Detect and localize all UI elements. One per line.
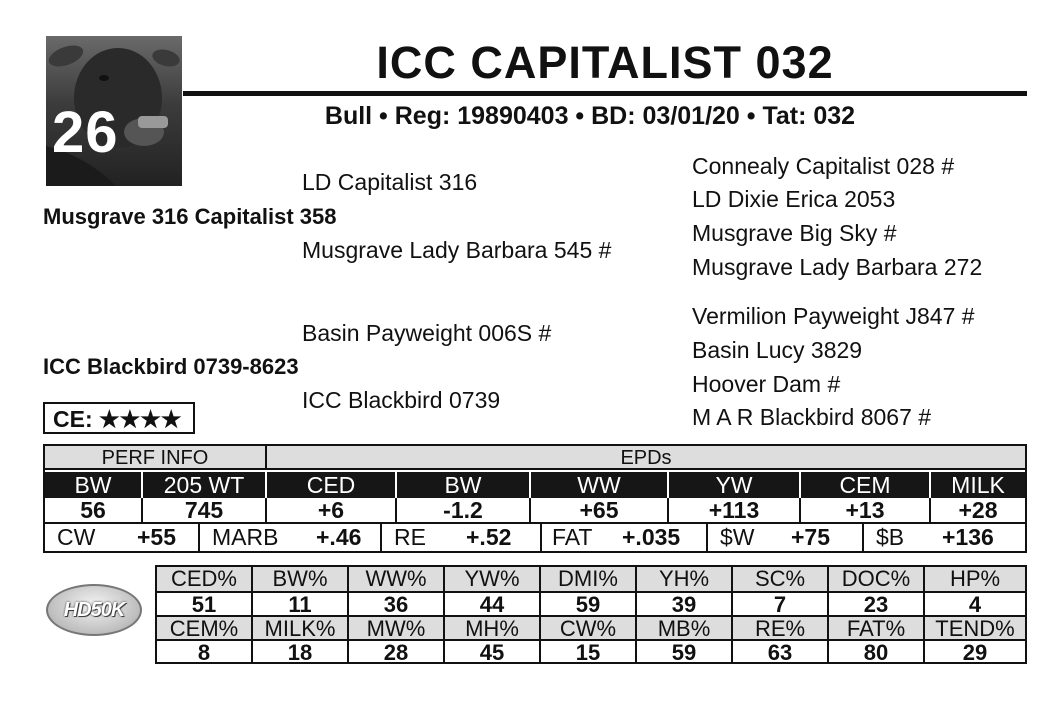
sire-dam-sire: Musgrave Big Sky #: [692, 220, 897, 246]
sire-sire-sire: Connealy Capitalist 028 #: [692, 153, 955, 179]
dam-sire-sire: Vermilion Payweight J847 #: [692, 303, 975, 329]
epd-table: [43, 444, 1027, 553]
perf-info-header: PERF INFO: [45, 446, 267, 468]
carcass-value: +.52: [466, 524, 512, 550]
epd-column-row: [45, 472, 1025, 498]
genomic-header-cell: DMI%: [541, 567, 637, 591]
dam-dam: ICC Blackbird 0739: [302, 387, 501, 413]
genomic-value-cell: 15: [541, 641, 637, 662]
genomic-value-cell: 11: [253, 593, 349, 615]
hd50k-logo: HD50K: [46, 584, 142, 636]
sire-sire: LD Capitalist 316: [302, 169, 478, 195]
lot-number: 26: [52, 100, 119, 165]
dam-sire: Basin Payweight 006S #: [302, 320, 552, 346]
genomic-value-cell: 80: [829, 641, 925, 662]
genomic-header-cell: MB%: [637, 617, 733, 639]
genomic-header-cell: WW%: [349, 567, 445, 591]
genomic-value-cell: 8: [157, 641, 253, 662]
epd-col-label: CEM: [801, 472, 931, 498]
genomic-header-cell: TEND%: [925, 617, 1025, 639]
epd-value: +65: [531, 498, 669, 522]
carcass-row: [45, 524, 1025, 551]
genomic-value-row-1: [157, 591, 1025, 617]
sire: Musgrave 316 Capitalist 358: [43, 204, 337, 229]
genomic-header-cell: CW%: [541, 617, 637, 639]
genomic-header-cell: DOC%: [829, 567, 925, 591]
registration-line: Bull • Reg: 19890403 • BD: 03/01/20 • Tat: 032: [324, 102, 856, 130]
epd-col-label: BW: [45, 472, 143, 498]
epd-col-label: YW: [669, 472, 801, 498]
epd-value: +28: [958, 498, 998, 522]
genomic-value-row-2: [157, 639, 1025, 662]
carcass-label: $W: [720, 524, 755, 550]
carcass-label: $B: [876, 524, 905, 550]
epd-col-label: WW: [531, 472, 669, 498]
sire-sire-dam: LD Dixie Erica 2053: [692, 186, 896, 212]
sire-dam: Musgrave Lady Barbara 545 #: [302, 237, 612, 263]
dam: ICC Blackbird 0739-8623: [43, 354, 299, 379]
epds-header: EPDs: [267, 446, 1025, 468]
genomic-header-cell: RE%: [733, 617, 829, 639]
dam-sire-dam: Basin Lucy 3829: [692, 337, 863, 363]
carcass-cell-re: [382, 524, 542, 551]
genomic-header-row-1: [157, 567, 1025, 591]
carcass-label: MARB: [212, 524, 279, 550]
genomic-value-cell: 28: [349, 641, 445, 662]
genomic-header-cell: YH%: [637, 567, 733, 591]
epd-value: 56: [45, 498, 143, 522]
carcass-label: FAT: [552, 524, 593, 550]
carcass-cell-b: [864, 524, 1025, 551]
epd-value: -1.2: [397, 498, 531, 522]
genomic-value-cell: 63: [733, 641, 829, 662]
genomic-header-cell: YW%: [445, 567, 541, 591]
carcass-cell-cw: [45, 524, 200, 551]
title-divider: [183, 91, 1027, 96]
epd-col-label: CED: [267, 472, 397, 498]
sire-dam-dam: Musgrave Lady Barbara 272: [692, 254, 983, 280]
genomic-header-cell: BW%: [253, 567, 349, 591]
carcass-label: RE: [394, 524, 426, 550]
genomic-value-cell: 39: [637, 593, 733, 615]
carcass-cell-marb: [200, 524, 382, 551]
carcass-value: +55: [137, 524, 177, 550]
genomic-table: [155, 565, 1027, 664]
dam-dam-dam: M A R Blackbird 8067 #: [692, 404, 932, 430]
epd-col-label: BW: [397, 472, 531, 498]
epd-value: 745: [143, 498, 267, 522]
carcass-value: +.035: [622, 524, 681, 550]
calving-ease-rating: CE: ★★★★: [43, 402, 195, 434]
epd-col-label: MILK: [931, 472, 1025, 498]
carcass-value: +.46: [316, 524, 362, 550]
genomic-value-cell: 51: [157, 593, 253, 615]
genomic-value-cell: 18: [253, 641, 349, 662]
genomic-header-cell: HP%: [925, 567, 1025, 591]
epd-value: +6: [267, 498, 397, 522]
genomic-value-cell: 59: [541, 593, 637, 615]
genomic-header-cell: CEM%: [157, 617, 253, 639]
genomic-header-cell: MW%: [349, 617, 445, 639]
genomic-value-cell: 29: [962, 641, 988, 662]
epd-col-label: 205 WT: [143, 472, 267, 498]
carcass-value: +75: [791, 524, 831, 550]
genomic-value-cell: 23: [829, 593, 925, 615]
genomic-header-cell: MILK%: [253, 617, 349, 639]
genomic-value-cell: 4: [968, 593, 982, 615]
epd-value: +13: [801, 498, 931, 522]
genomic-value-cell: 7: [733, 593, 829, 615]
epd-value-row: [45, 498, 1025, 524]
genomic-value-cell: 45: [445, 641, 541, 662]
epd-table-header-row: [45, 446, 1025, 470]
carcass-label: CW: [57, 524, 96, 550]
genomic-value-cell: 44: [445, 593, 541, 615]
genomic-value-cell: 36: [349, 593, 445, 615]
carcass-value: +136: [942, 524, 994, 550]
genomic-header-cell: FAT%: [829, 617, 925, 639]
genomic-header-cell: SC%: [733, 567, 829, 591]
dam-dam-sire: Hoover Dam #: [692, 371, 841, 397]
genomic-value-cell: 59: [637, 641, 733, 662]
epd-value: +113: [669, 498, 801, 522]
carcass-cell-w: [708, 524, 864, 551]
genomic-header-cell: CED%: [157, 567, 253, 591]
genomic-header-row-2: [157, 617, 1025, 639]
genomic-header-cell: MH%: [445, 617, 541, 639]
animal-name-title: ICC CAPITALIST 032: [376, 37, 834, 88]
carcass-cell-fat: [542, 524, 708, 551]
